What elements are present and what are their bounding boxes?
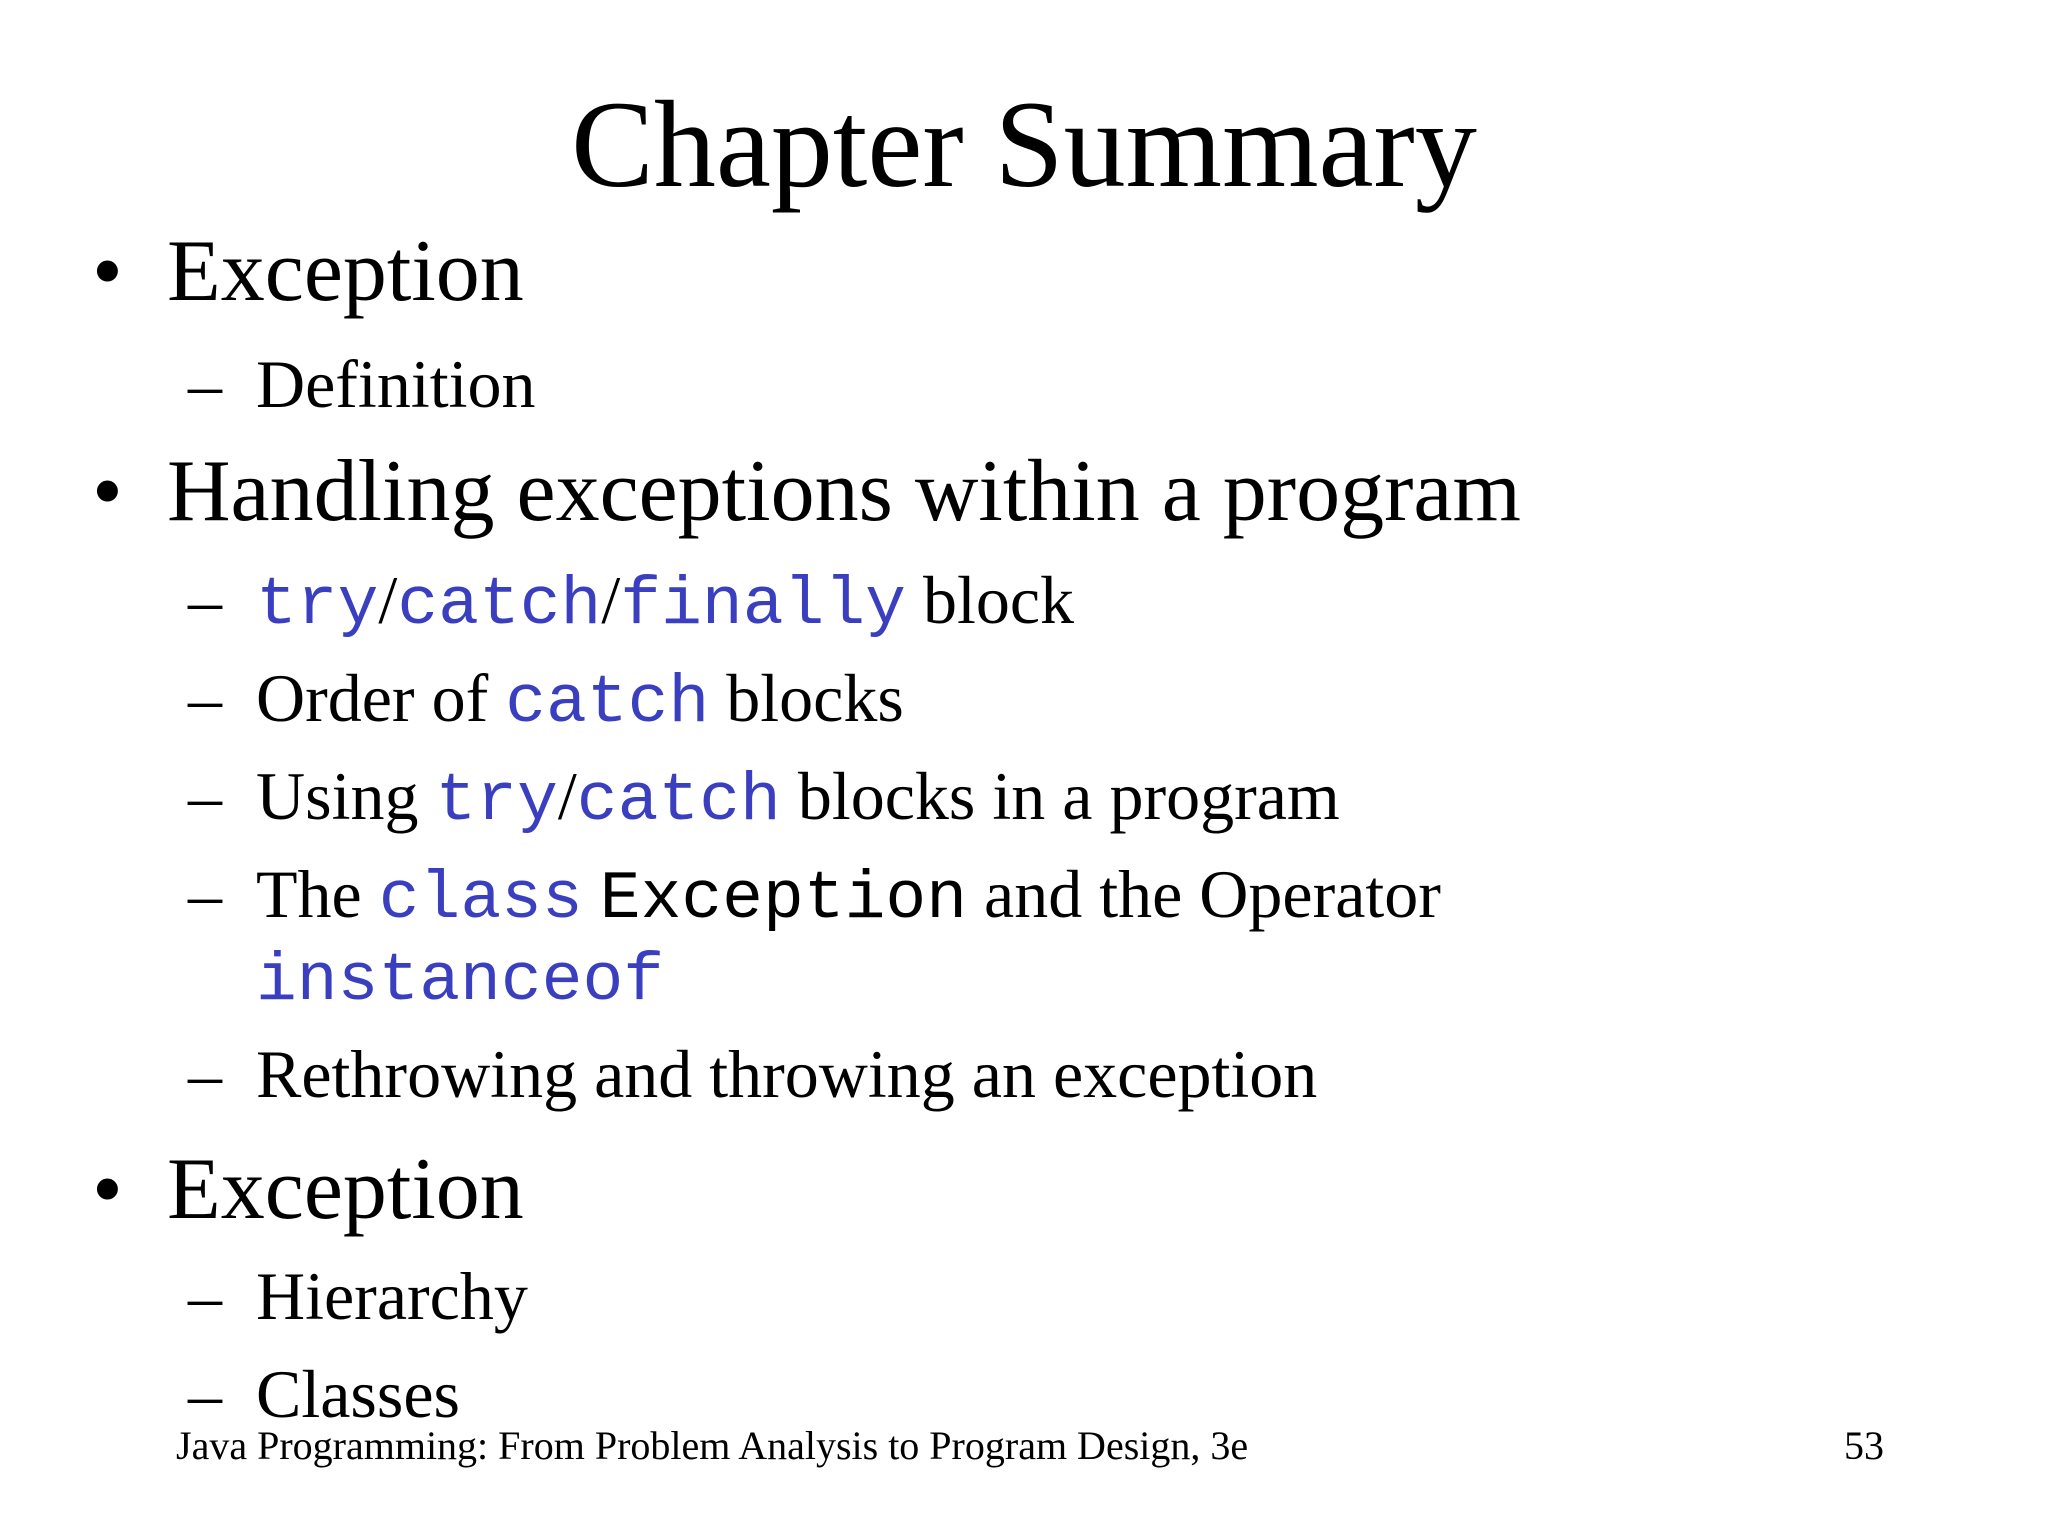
sub-item-hierarchy (188, 1256, 528, 1336)
code-finally: finally (620, 567, 906, 644)
slide-title: Chapter Summary (571, 76, 1477, 213)
code-catch: catch (397, 567, 602, 644)
sub-item-text: blocks (709, 660, 904, 736)
sub-item-using-try-catch (188, 756, 1340, 842)
code-instanceof: instanceof (256, 943, 665, 1020)
bullet-text: Handling exceptions within a program (167, 443, 1521, 540)
dash-marker: – (188, 1258, 222, 1334)
code-exception: Exception (599, 861, 968, 938)
bullet-marker: • (92, 223, 123, 320)
sub-item-text: Hierarchy (256, 1258, 528, 1334)
sub-item-rethrowing (188, 1034, 1317, 1114)
dash-marker: – (188, 1036, 222, 1112)
sub-item-definition (188, 344, 536, 424)
code-catch: catch (505, 665, 710, 742)
sub-item-class-exception-continued (256, 936, 664, 1022)
sub-item-order-of-catch (188, 658, 904, 744)
sub-item-text: Order of (256, 660, 506, 736)
page-number: 53 (1844, 1423, 1884, 1468)
footer-book-title: Java Programming: From Problem Analysis to Program Design, 3e (176, 1423, 1249, 1468)
code-try: try (256, 567, 379, 644)
dash-marker: – (188, 562, 222, 638)
sub-item-try-catch-finally (188, 560, 1074, 646)
sub-item-text: block (905, 562, 1075, 638)
code-try: try (435, 763, 558, 840)
separator: / (378, 562, 398, 638)
sub-item-text: Rethrowing and throwing an exception (256, 1036, 1318, 1112)
bullet-handling-exceptions (92, 442, 1521, 542)
code-class: class (378, 861, 583, 938)
dash-marker: – (188, 1356, 222, 1432)
dash-marker: – (188, 346, 222, 422)
bullet-marker: • (92, 443, 123, 540)
separator: / (557, 758, 577, 834)
sub-item-text: The (256, 856, 379, 932)
bullet-exception-1 (92, 222, 524, 322)
sub-item-class-exception (188, 854, 1441, 940)
sub-item-text: Using (256, 758, 436, 834)
bullet-marker: • (92, 1141, 123, 1238)
sub-item-text: and the Operator (967, 856, 1441, 932)
dash-marker: – (188, 660, 222, 736)
bullet-exception-2 (92, 1140, 524, 1240)
sub-item-text: Classes (256, 1356, 460, 1432)
code-catch: catch (576, 763, 781, 840)
bullet-text: Exception (167, 223, 524, 320)
dash-marker: – (188, 856, 222, 932)
separator: / (601, 562, 621, 638)
dash-marker: – (188, 758, 222, 834)
bullet-text: Exception (167, 1141, 524, 1238)
sub-item-text: blocks in a program (780, 758, 1340, 834)
sub-item-text: Definition (256, 346, 536, 422)
